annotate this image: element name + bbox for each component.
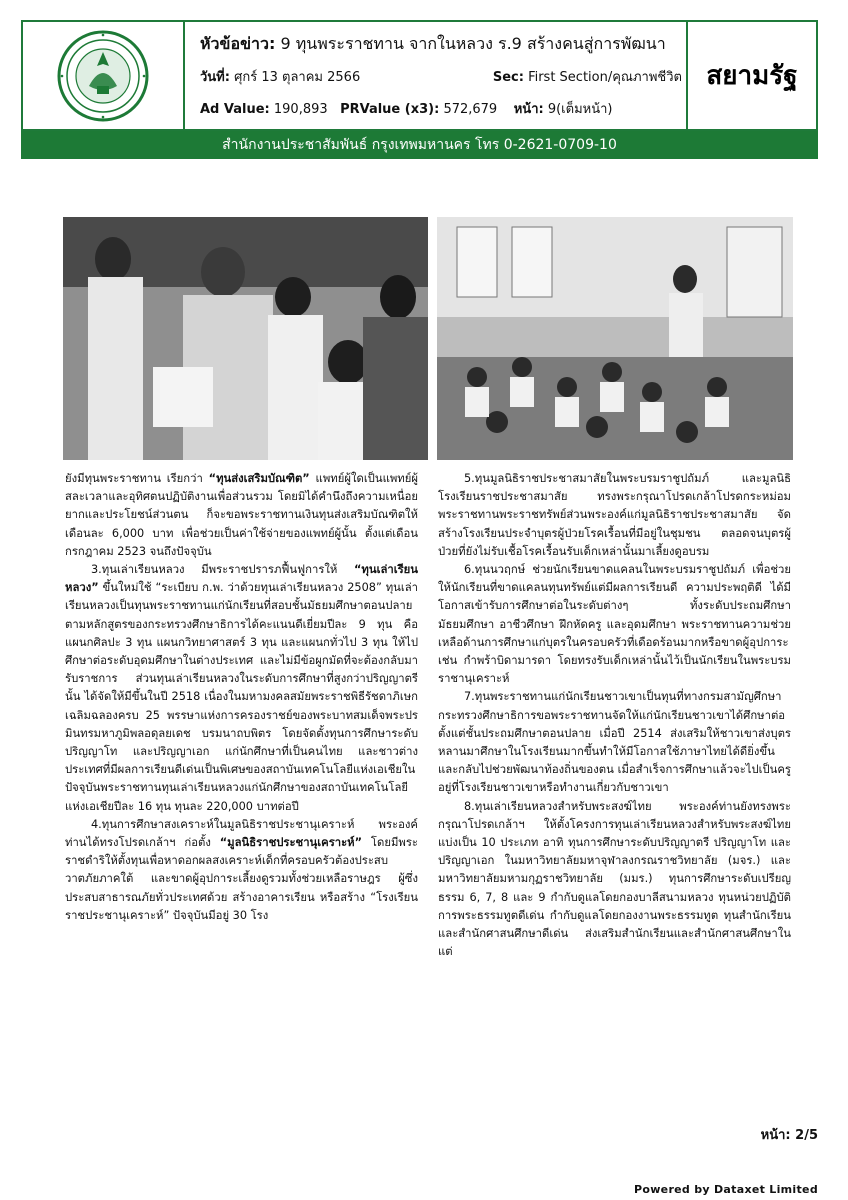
- paragraph: 5.ทุนมูลนิธิราชประชาสมาสัยในพระบรมราชูปถัมภ์ และมูลนิธิโรงเรียนราชประชาสมาสัย ทรงพระกรุณาโปรดเกล้าโปรดกระหม่อมพระราชทานพระราชทรัพย์ส่วนพระองค์แก่มูลนิธิราชประชาสมาสัย จัดสร้างโรงเรียนประจำบุตรผู้ป่วยโรคเรื้อนที่มีอยู่ในชุมชน ตลอดจนบุตรผู้ป่วยที่ยังไม่รับเชื้อโรคเรื้อนรับเด็กเหล่านั้นมาเลี้ยงดูอบรม: [438, 472, 791, 558]
- pr-value: 572,679: [443, 102, 498, 117]
- headline-text: 9 ทุนพระราชทาน จากในหลวง ร.9 สร้างคนสู่การพัฒนา: [280, 34, 666, 53]
- bangkok-seal-logo: [23, 22, 185, 129]
- page-value: 9(เต็มหน้า): [547, 102, 613, 117]
- paragraph: ยังมีทุนพระราชทาน เรียกว่า “ทุนส่งเสริมบัณฑิต” แพทย์ผู้ใดเป็นแพทย์ผู้สละเวลาและอุทิศตนปฏิบัติงานเพื่อส่วนรวม โดยมิได้คำนึงถึงความเหนื่อยยากและประโยชน์ส่วนตน ก็จะขอพระราชทานเงินทุนส่งเสริมบัณฑิตให้เดือนละ 6,000 บาท เพื่อช่วยเป็นค่าใช้จ่ายของแพทย์ผู้นั้น ตั้งแต่เดือนกรกฎาคม 2523 จนถึงปัจจุบัน: [65, 472, 418, 558]
- seal-icon: [57, 30, 149, 122]
- brand-name: สยามรัฐ: [706, 61, 798, 91]
- publication-brand: [686, 22, 816, 129]
- paragraph: 6.ทุนนวฤกษ์ ช่วยนักเรียนขาดแคลนในพระบรมราชูปถัมภ์ เพื่อช่วยให้นักเรียนที่ขาดแคลนทุนทรัพย์แต่มีผลการเรียนดี ความประพฤติดี ได้มีโอกาสเข้ารับการศึกษาต่อในระดับต่างๆ ทั้งระดับประถมศึกษา มัธยมศึกษา อาชีวศึกษา ฝึกหัดครู และอุดมศึกษา พระราชทานความช่วยเหลือด้านการศึกษาแก่บุตรในครอบครัวที่เดือดร้อนมากหรือขาดผู้อุปการะ เช่น กำพร้าบิดามารดา โดยทรงรับเด็กเหล่านั้นไว้เป็นนักเรียนในพระบรมราชานุเคราะห์: [438, 563, 791, 686]
- powered-by-footer: Powered by Dataxet Limited: [634, 1183, 818, 1196]
- clipping-meta: [200, 22, 688, 129]
- section-row: [493, 66, 682, 87]
- photo-illustration: [63, 217, 428, 460]
- article-column-left: [65, 470, 418, 925]
- paragraph: 3.ทุนเล่าเรียนหลวง มีพระราชปรารภฟื้นฟูการให้ “ทุนเล่าเรียนหลวง” ขึ้นใหม่ใช้ “ระเบียบ ก.พ. ว่าด้วยทุนเล่าเรียนหลวง 2508” ทุนเล่าเรียนหลวงเป็นทุนพระราชทานแก่นักเรียนที่สอบชั้นมัธยมศึกษาตอนปลายตามหลักสูตรของกระทรวงศึกษาธิการได้คะแนนดีเยี่ยมปีละ 9 ทุน คือ แผนกศิลปะ 3 ทุน แผนกวิทยาศาสตร์ 3 ทุน และแผนกทั่วไป 3 ทุน ให้ไปศึกษาต่อระดับอุดมศึกษาในต่างประเทศ และไม่มีข้อผูกมัดที่จะต้องกลับมารับราชการ ส่วนทุนเล่าเรียนหลวงในระดับการศึกษาที่สูงกว่าปริญญาตรีนั้น ได้จัดให้มีขึ้นในปี 2518 เนื่องในมหามงคลสมัยพระราชพิธีรัชดาภิเษกเฉลิมฉลองครบ 25 พรรษาแห่งการครองราชย์ของพระบาทสมเด็จพระปรมินทรมหาภูมิพลอดุลยเดช บรมนาถบพิตร โดยจัดตั้งทุนการศึกษาระดับปริญญาโท และปริญญาเอก แก่นักศึกษาที่เป็นคนไทย และชาวต่างประเทศที่มีผลการเรียนดีเด่นเป็นพิเศษของสถาบันเทคโนโลยีแห่งเอเชียในปัจจุบันพระราชทานทุนเล่าเรียนหลวงแก่นักศึกษาของสถาบันเทคโนโลยีแห่งเอเชียปีละ 16 ทุน ทุนละ 220,000 บาทต่อปี: [65, 563, 418, 813]
- paragraph: 7.ทุนพระราชทานแก่นักเรียนชาวเขาเป็นทุนที่ทางกรมสามัญศึกษา กระทรวงศึกษาธิการขอพระราชทานจัดให้แก่นักเรียนชาวเขาได้ศึกษาต่อตั้งแต่ชั้นประถมศึกษาตอนปลาย เมื่อปี 2514 ส่งเสริมให้ชาวเขาส่งบุตรหลานมาศึกษาในโรงเรียนมากขึ้นทำให้มีโอกาสใช้ภาษาไทยได้ดียิ่งขึ้นและกลับไปช่วยพัฒนาท้องถิ่นของตน เมื่อสำเร็จการศึกษาแล้วจะไปเป็นครูอยู่ที่โรงเรียนชาวเขาหรือทำงานเกี่ยวกับชาวเขา: [438, 690, 791, 795]
- article-column-right: [438, 470, 791, 961]
- clipping-header: [21, 20, 818, 131]
- paragraph: 8.ทุนเล่าเรียนหลวงสำหรับพระสงฆ์ไทย พระองค์ท่านยังทรงพระกรุณาโปรดเกล้าฯ ให้ตั้งโครงการทุนเล่าเรียนหลวงสำหรับพระสงฆ์ไทย แบ่งเป็น 10 ประเภท อาทิ ทุนการศึกษาระดับปริญญาตรี ปริญญาโท และปริญญาเอก ในมหาวิทยาลัยมหาจุฬาลงกรณราชวิทยาลัย (มจร.) และมหาวิทยาลัยมหามกุฏราชวิทยาลัย (มมร.) ทุนการศึกษาระดับเปรียญธรรม 6, 7, 8 และ 9 กำกับดูแลโดยกองบาลีสนามหลวง ทุนหน่วยปฏิบัติการพระธรรมทูตดีเด่น กำกับดูแลโดยกองงานพระธรรมทูต ทุนสำนักเรียนและสำนักศาสนศึกษาดีเด่น ส่งเสริมสำนักเรียนและสำนักศาสนศึกษาในแต่: [438, 799, 791, 959]
- section-value: First Section/คุณภาพชีวิต: [528, 70, 682, 85]
- photo-king-with-students: [63, 217, 428, 460]
- headline-row: [200, 32, 666, 57]
- section-label: Sec:: [492, 70, 524, 85]
- agency-bar: [21, 131, 818, 159]
- agency-text: สำนักงานประชาสัมพันธ์ กรุงเทพมหานคร โทร 0-2621-0709-10: [222, 137, 617, 153]
- date-label: วันที่:: [200, 70, 230, 85]
- photo-illustration: [437, 217, 793, 460]
- date-value: ศุกร์ 13 ตุลาคม 2566: [234, 70, 361, 85]
- ad-value: 190,893: [273, 102, 328, 117]
- date-row: [200, 66, 360, 87]
- page-label: หน้า:: [513, 102, 544, 117]
- headline-label: หัวข้อข่าว:: [200, 34, 276, 53]
- photo-king-in-classroom: [437, 217, 793, 460]
- paragraph: 4.ทุนการศึกษาสงเคราะห์ในมูลนิธิราชประชานุเคราะห์ พระองค์ท่านได้ทรงโปรดเกล้าฯ ก่อตั้ง “มูลนิธิราชประชานุเคราะห์” โดยมีพระราชดำริให้ตั้งทุนเพื่อหาดอกผลสงเคราะห์เด็กที่ครอบครัวต้องประสบวาตภัยภาคใต้ และขาดผู้อุปการะเลี้ยงดูรวมทั้งช่วยเหลือราษฎร ผู้ซึ่งประสบสาธารณภัยทั่วประเทศด้วย สร้างอาคารเรียน หรือสร้าง “โรงเรียนราชประชานุเคราะห์” ปัจจุบันมีอยู่ 30 โรง: [65, 817, 418, 922]
- pr-value-label: PRValue (x3):: [340, 102, 440, 117]
- value-row: [200, 98, 612, 119]
- page-number: หน้า: 2/5: [760, 1128, 818, 1143]
- ad-value-label: Ad Value:: [200, 102, 270, 117]
